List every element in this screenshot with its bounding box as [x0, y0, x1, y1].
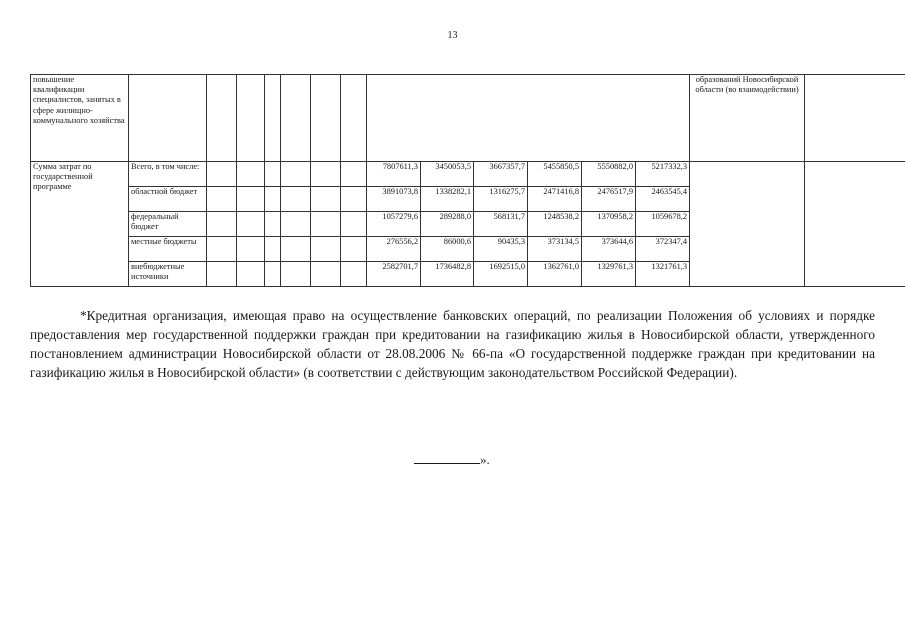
value-cell: 1057279,6	[367, 212, 421, 237]
value-cell: 1329761,3	[582, 262, 636, 287]
value-cell: 2582701,7	[367, 262, 421, 287]
closing-line	[414, 452, 490, 468]
value-cell: 289288,0	[421, 212, 474, 237]
value-cell: 2471416,8	[528, 187, 582, 212]
program-costs-table	[30, 74, 905, 287]
value-cell: 5455850,5	[528, 162, 582, 187]
value-cell: 373644,6	[582, 237, 636, 262]
value-cell: 1321761,3	[636, 262, 690, 287]
value-cell: 2463545,4	[636, 187, 690, 212]
value-cell: 1338282,1	[421, 187, 474, 212]
value-cell: 373134,5	[528, 237, 582, 262]
value-cell: 5217332,3	[636, 162, 690, 187]
signature-blank-line	[414, 453, 480, 464]
value-cell: 1692515,0	[474, 262, 528, 287]
value-cell: 1059678,2	[636, 212, 690, 237]
funding-source-cell: федеральный бюджет	[129, 212, 207, 237]
value-cell: 7807611,3	[367, 162, 421, 187]
value-cell: 3891073,8	[367, 187, 421, 212]
value-cell: 372347,4	[636, 237, 690, 262]
value-cell: 1248538,2	[528, 212, 582, 237]
cost-label-cell: Сумма затрат по государственной программе	[31, 162, 129, 287]
executor-cell: образований Новосибирской области (во взаимодействии)	[690, 75, 805, 162]
value-cell: 3667357,7	[474, 162, 528, 187]
value-cell: 1370958,2	[582, 212, 636, 237]
measure-name-cell: повышение квалификации специалистов, занятых в сфере жилищно-коммунального хозяйства	[31, 75, 129, 162]
page-number: 13	[447, 30, 458, 41]
value-cell: 1316275,7	[474, 187, 528, 212]
funding-source-cell: областной бюджет	[129, 187, 207, 212]
value-cell: 568131,7	[474, 212, 528, 237]
value-cell: 90435,3	[474, 237, 528, 262]
table-row	[31, 75, 905, 162]
closing-quote: ».	[480, 452, 490, 467]
funding-source-cell: внебюджетные источники	[129, 262, 207, 287]
value-cell: 1362761,0	[528, 262, 582, 287]
table-row	[31, 162, 905, 187]
value-cell: 3450053,5	[421, 162, 474, 187]
value-cell: 2476517,9	[582, 187, 636, 212]
value-cell: 276556,2	[367, 237, 421, 262]
funding-source-cell: местные бюджеты	[129, 237, 207, 262]
funding-source-cell: Всего, в том числе:	[129, 162, 207, 187]
footnote-paragraph: *Кредитная организация, имеющая право на осуществление банковских операций, по реализации Положения об условиях и порядке предоставления мер государственной поддержки граждан при кредитовании на газификацию жилья в Новосибирской области, утвержденного постановлением администрации Новосибирской области от 28.08.2006 № 66-па «О государственной поддержке граждан при кредитовании на газификацию жилья в Новосибирской области» (в соответствии с действующим законодательством Российской Федерации).	[30, 308, 875, 380]
value-cell: 5550882,0	[582, 162, 636, 187]
value-cell: 1736482,8	[421, 262, 474, 287]
value-cell: 86000,6	[421, 237, 474, 262]
